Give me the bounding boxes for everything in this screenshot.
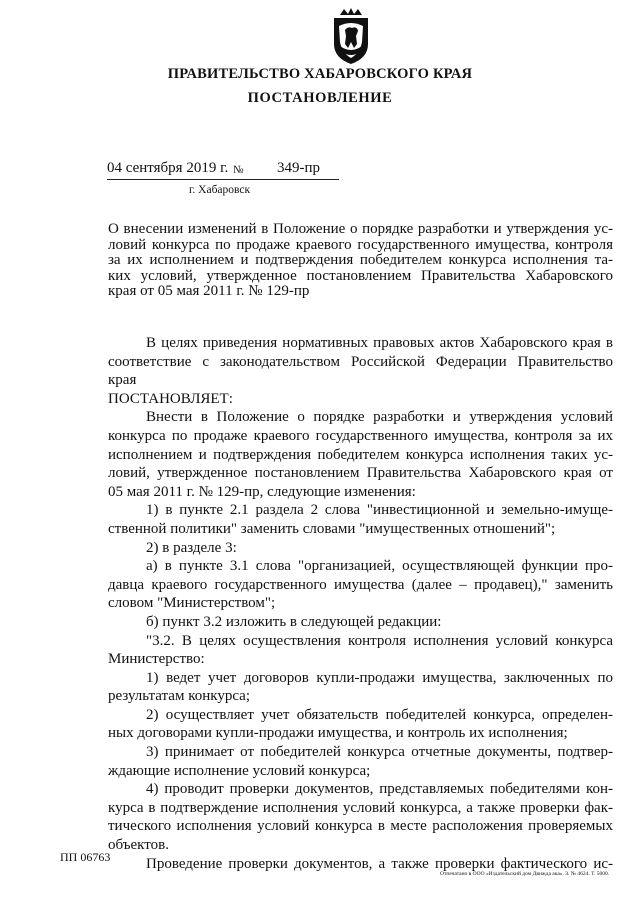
subject-line: края от 05 мая 2011 г. № 129-пр	[108, 283, 310, 299]
body-line: 2) в разделе 3:	[146, 539, 237, 556]
document-city: г. Хабаровск	[189, 184, 251, 196]
document-date: 04 сентября 2019 г.	[107, 160, 229, 176]
body-line: ных договорами купли-продажи имущества, и контроль их исполнения;	[108, 725, 568, 742]
body-line: Проведение проверки документов, а также проверки фактического ис-	[146, 855, 613, 872]
printing-imprint: Отпечатано в ООО «Издательский дом Движда ака». З. № 4624. Т. 5000.	[440, 871, 610, 877]
body-line: давца краевого государственного имущества (далее – продавец)," заменить	[108, 576, 613, 593]
body-line: ждающие исполнение условий конкурса;	[108, 762, 371, 779]
body-line: соответствие с законодательством Российской Федерации Правительство	[108, 353, 613, 370]
subject-line: ких условий, утвержденное постановлением Правительства Хабаровского	[108, 267, 613, 284]
body-line: 05 мая 2011 г. № 129-пр, следующие изменения:	[108, 483, 416, 500]
document-number: 349-пр	[277, 160, 321, 176]
body-line: а) в пункте 3.1 слова "организацией, осуществляющей функции про-	[146, 558, 613, 575]
document-code: ПП 06763	[60, 850, 111, 864]
body-line: В целях приведения нормативных правовых актов Хабаровского края в	[146, 335, 613, 351]
subject-line: ловий конкурса по продаже краевого государственного имущества, контроля	[108, 236, 613, 253]
body-line: тического исполнения условий конкурса в месте расположения проверяемых	[108, 818, 613, 835]
body-line: ПОСТАНОВЛЯЕТ:	[108, 390, 233, 407]
body-line: края	[108, 372, 137, 389]
body-line: курса в подтверждение исполнения условий конкурса, а также проверки фак-	[108, 799, 613, 816]
document-body	[108, 334, 613, 873]
body-line: "3.2. В целях осуществления контроля исполнения условий конкурса	[146, 632, 613, 649]
body-line: 3) принимает от победителей конкурса отчетные документы, подтвер-	[146, 744, 613, 761]
body-line: результатам конкурса;	[108, 688, 250, 705]
document-subject	[108, 222, 613, 300]
body-line: б) пункт 3.2 изложить в следующей редакции:	[146, 613, 442, 630]
khabarovsk-coat-of-arms-icon	[322, 6, 380, 66]
subject-line: О внесении изменений в Положение о порядке разработки и утверждения ус-	[108, 221, 613, 237]
date-number-line	[107, 160, 339, 180]
body-line: ственной политики" заменить словами "имущественных отношений";	[108, 520, 556, 537]
subject-line: за их исполнением и подтверждения победителем конкурса исполнения та-	[108, 252, 613, 268]
body-line: объектов.	[108, 837, 169, 854]
body-line: словом "Министерством";	[108, 595, 276, 612]
body-line: конкурса по продаже краевого государственного имущества, контроля за их	[108, 427, 613, 444]
document-type: ПОСТАНОВЛЕНИЕ	[247, 90, 393, 106]
body-line: 1) в пункте 2.1 раздела 2 слова "инвестиционной и земельно-имуще-	[146, 502, 613, 519]
government-title: ПРАВИТЕЛЬСТВО ХАБАРОВСКОГО КРАЯ	[167, 66, 473, 82]
body-line: Внести в Положение о порядке разработки и утверждения условий	[146, 409, 613, 426]
number-sign: №	[233, 164, 244, 176]
body-line: Министерство:	[108, 651, 205, 668]
body-line: ловий, утвержденное постановлением Правительства Хабаровского края от	[108, 465, 613, 482]
body-line: 1) ведет учет договоров купли-продажи имущества, заключенных по	[146, 669, 613, 686]
body-line: 2) осуществляет учет обязательств победителей конкурса, определен-	[146, 706, 613, 723]
body-line: исполнением и подтверждения победителем конкурса исполнения таких ус-	[108, 446, 613, 463]
body-line: 4) проводит проверки документов, представляемых победителями кон-	[146, 781, 613, 798]
